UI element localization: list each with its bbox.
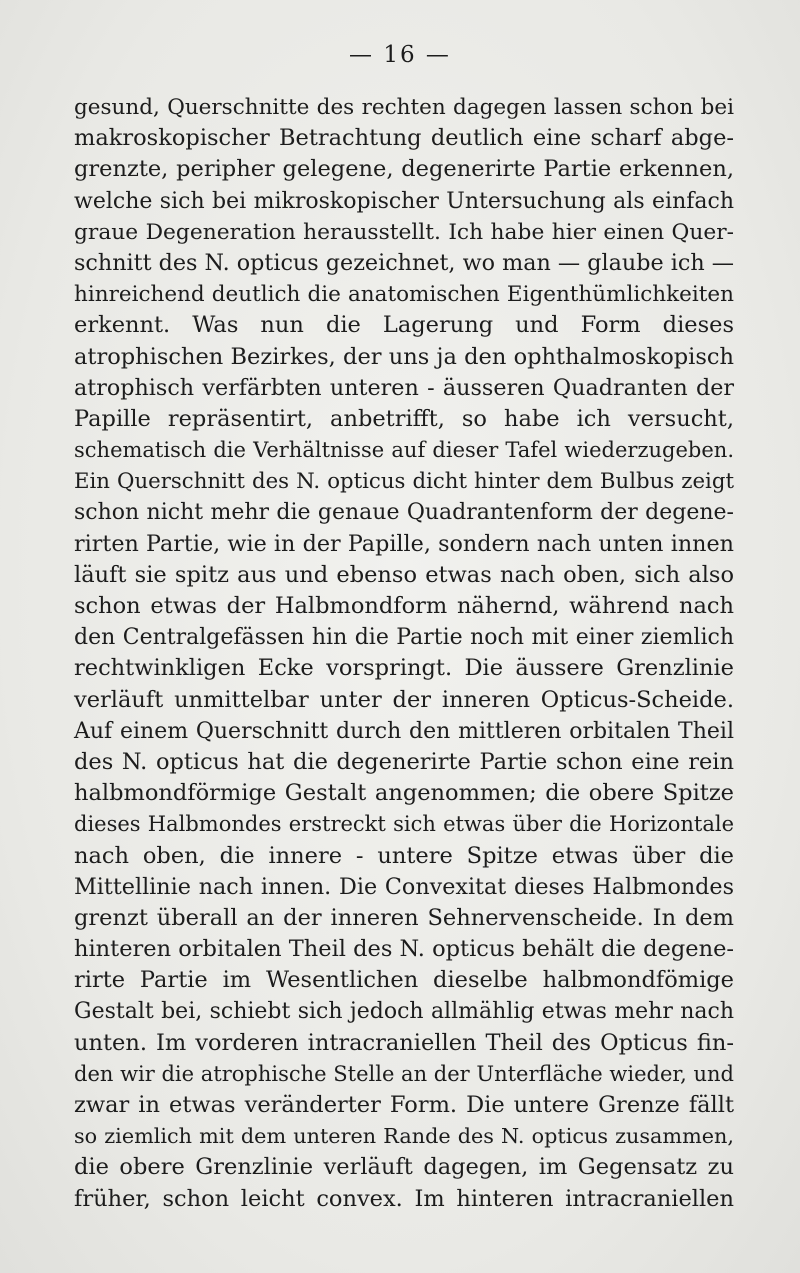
text-line: zwar in etwas veränderter Form. Die untere Grenze fällt bbox=[74, 1092, 734, 1118]
text-line: unten. Im vorderen intracraniellen Theil des Opticus fin- bbox=[74, 1029, 734, 1056]
text-line: rirten Partie, wie in der Papille, sondern nach unten innen bbox=[74, 530, 734, 557]
text-line: nach oben, die innere - untere Spitze etwas über die bbox=[74, 842, 734, 869]
page-number: — 16 — bbox=[349, 42, 451, 68]
text-line: schematisch die Verhältnisse auf dieser Tafel wiederzugeben. bbox=[74, 438, 734, 463]
text-line: grenzte, peripher gelegene, degenerirte Partie erkennen, bbox=[74, 156, 734, 183]
text-line: graue Degeneration herausstellt. Ich habe hier einen Quer- bbox=[74, 219, 734, 245]
text-line: die obere Grenzlinie verläuft dagegen, im Gegensatz zu bbox=[74, 1154, 734, 1181]
text-line: läuft sie spitz aus und ebenso etwas nach oben, sich also bbox=[74, 561, 734, 588]
text-line: rirte Partie im Wesentlichen dieselbe halbmondfömige bbox=[74, 967, 734, 994]
text-line: atrophischen Bezirkes, der uns ja den ophthalmoskopisch bbox=[74, 343, 734, 370]
text-line: gesund, Querschnitte des rechten dagegen lassen schon bei bbox=[74, 95, 734, 120]
text-line: schon nicht mehr die genaue Quadrantenform der degene- bbox=[74, 500, 734, 526]
text-line: atrophisch verfärbten unteren - äusseren Quadranten der bbox=[74, 374, 734, 401]
text-line: halbmondförmige Gestalt angenommen; die obere Spitze bbox=[74, 780, 734, 807]
text-line: grenzt überall an der inneren Sehnervenscheide. In dem bbox=[74, 904, 734, 931]
text-line: verläuft unmittelbar unter der inneren Opticus-Scheide. bbox=[74, 686, 734, 713]
text-line: Papille repräsentirt, anbetrifft, so habe ich versucht, bbox=[74, 405, 734, 432]
text-line: erkennt. Was nun die Lagerung und Form dieses bbox=[74, 312, 734, 339]
text-line: makroskopischer Betrachtung deutlich eine scharf abge- bbox=[74, 125, 734, 152]
text-line: hinteren orbitalen Theil des N. opticus behält die degene- bbox=[74, 936, 734, 963]
body-text bbox=[74, 92, 734, 1215]
text-line: dieses Halbmondes erstreckt sich etwas über die Horizontale bbox=[74, 812, 734, 837]
text-line: den Centralgefässen hin die Partie noch mit einer ziemlich bbox=[74, 625, 734, 651]
text-line: welche sich bei mikroskopischer Untersuchung als einfach bbox=[74, 188, 734, 214]
text-line: den wir die atrophische Stelle an der Unterfläche wieder, und bbox=[74, 1061, 734, 1086]
text-line: Gestalt bei, schiebt sich jedoch allmählig etwas mehr nach bbox=[74, 999, 734, 1025]
text-line: so ziemlich mit dem unteren Rande des N. opticus zusammen, bbox=[74, 1124, 734, 1149]
text-line: früher, schon leicht convex. Im hinteren intracraniellen bbox=[74, 1185, 734, 1212]
text-line: Auf einem Querschnitt durch den mittleren orbitalen Theil bbox=[74, 718, 734, 744]
text-line: Ein Querschnitt des N. opticus dicht hinter dem Bulbus zeigt bbox=[74, 469, 734, 495]
text-line: hinreichend deutlich die anatomischen Eigenthümlichkeiten bbox=[74, 282, 734, 308]
text-line: Mittellinie nach innen. Die Convexitat dieses Halbmondes bbox=[74, 873, 734, 900]
text-line: rechtwinkligen Ecke vorspringt. Die äussere Grenzlinie bbox=[74, 655, 734, 682]
text-line: schon etwas der Halbmondform nähernd, während nach bbox=[74, 593, 734, 619]
text-line: schnitt des N. opticus gezeichnet, wo man — glaube ich — bbox=[74, 249, 734, 276]
text-line: des N. opticus hat die degenerirte Partie schon eine rein bbox=[74, 748, 734, 775]
